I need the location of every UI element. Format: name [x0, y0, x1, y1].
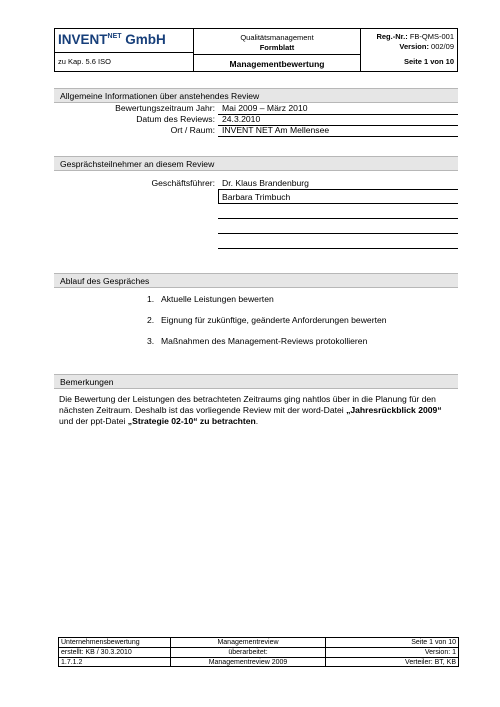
footer-cell: Managementreview 2009: [208, 659, 288, 666]
page-number: Seite 1 von 10: [403, 57, 454, 66]
field-value: 24.3.2010: [222, 114, 261, 124]
form-type: Formblatt: [259, 43, 295, 52]
field-value: INVENT NET Am Mellensee: [222, 125, 330, 135]
field-underline: [218, 248, 458, 249]
participants-label: Geschäftsführer:: [151, 178, 215, 188]
iso-reference: zu Kap. 5.6 ISO: [58, 57, 111, 66]
field-underline: [218, 203, 458, 204]
company-logo: $INVENT^{NET}$ GmbH: [58, 32, 166, 47]
footer-cell: 1.7.1.2: [61, 659, 83, 666]
footer-cell: Seite 1 von 10: [411, 639, 456, 646]
footer-cell: Version: 1: [424, 649, 456, 656]
participant-name: Barbara Trimbuch: [222, 192, 291, 202]
participant-name: Dr. Klaus Brandenburg: [222, 178, 309, 188]
version: Version: 002/09: [399, 42, 454, 51]
footer-cell: Managementreview: [217, 639, 279, 646]
agenda-item: 2. Eignung für zukünftige, geänderte Anforderungen bewerten: [147, 315, 387, 325]
document-title: Managementbewertung: [229, 59, 325, 69]
footer-cell: erstellt: KB / 30.3.2010: [61, 649, 132, 656]
footer-cell: überarbeitet:: [228, 649, 268, 656]
header-divider: [360, 29, 361, 71]
header-divider: [193, 54, 361, 55]
field-separator: [218, 189, 219, 203]
document-header: [54, 28, 458, 72]
agenda-item: 3. Maßnahmen des Management-Reviews protokollieren: [147, 336, 368, 346]
section-participants: Gesprächsteilnehmer an diesem Review: [54, 156, 458, 171]
field-value: Mai 2009 – März 2010: [222, 103, 308, 113]
registration-number: Reg.-Nr.: FB-QMS-001: [376, 32, 454, 41]
section-general-info: Allgemeine Informationen über anstehendes Review: [54, 88, 458, 103]
header-divider: [55, 52, 194, 53]
footer-cell: Unternehmensbewertung: [61, 639, 140, 646]
document-footer: [58, 637, 459, 667]
field-label: Datum des Reviews:: [136, 114, 215, 124]
footer-divider: [325, 638, 326, 666]
field-underline: [218, 189, 458, 190]
remarks-text: Die Bewertung der Leistungen des betrachteten Zeitraums ging nahtlos über in die Planung für den nächsten Zeitraum. Deshalb ist das vorliegende Review mit der word-Datei „Jahresrückblick 2009“ und der ppt-Datei „Strategie 02-10“ zu betrachten.: [59, 394, 442, 426]
field-label: Ort / Raum:: [170, 125, 215, 135]
field-underline: [218, 218, 458, 219]
section-agenda: Ablauf des Gespräches: [54, 273, 458, 288]
field-underline: [218, 233, 458, 234]
section-remarks: Bemerkungen: [54, 374, 458, 389]
field-underline: [218, 136, 458, 137]
department: Qualitätsmanagement: [240, 33, 314, 42]
agenda-item: 1. Aktuelle Leistungen bewerten: [147, 294, 274, 304]
footer-cell: Verteiler: BT, KB: [405, 659, 456, 666]
field-label: Bewertungszeitraum Jahr:: [115, 103, 215, 113]
